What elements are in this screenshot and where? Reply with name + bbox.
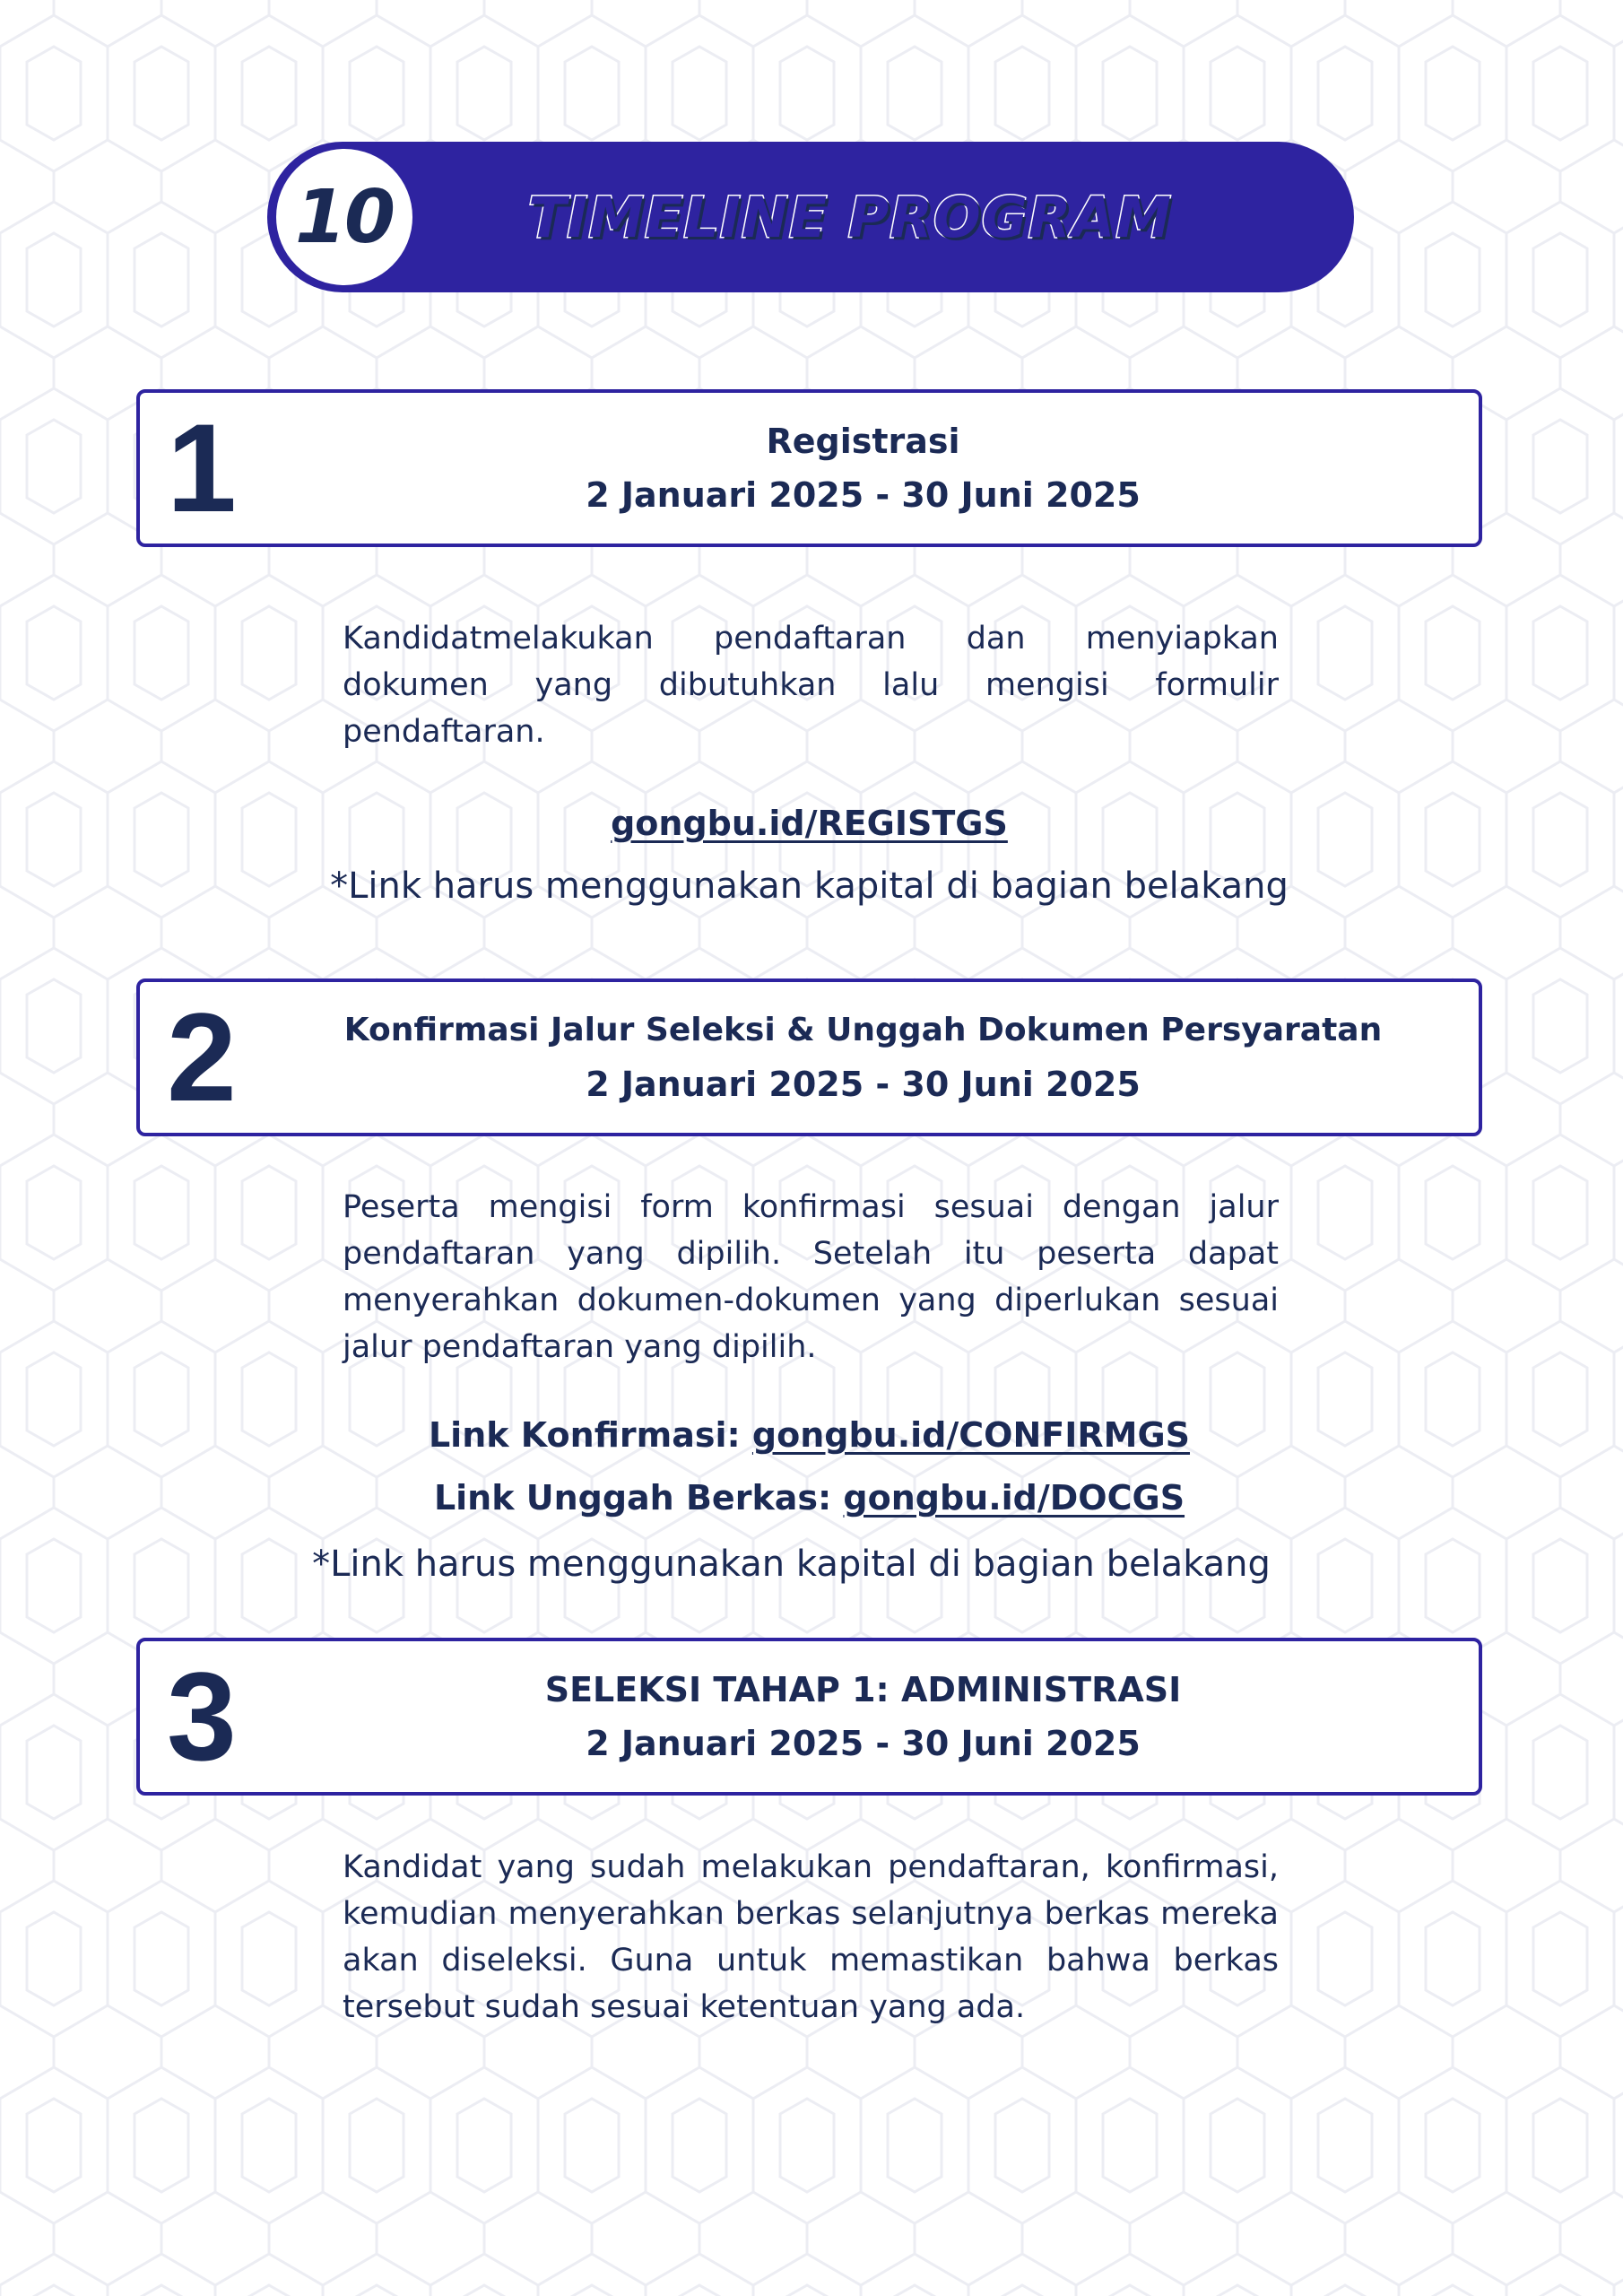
step-2-confirm-link-label: Link Konfirmasi:: [428, 1415, 741, 1455]
section-number-badge: 10: [276, 149, 412, 285]
step-1-register-link[interactable]: gongbu.id/REGISTGS: [611, 804, 1008, 843]
step-2-box: [136, 978, 1482, 1136]
step-1-number: 1: [167, 397, 237, 538]
step-2-number: 2: [167, 987, 237, 1127]
step-1-title: Registrasi: [766, 422, 960, 461]
step-2-confirm-link[interactable]: gongbu.id/CONFIRMGS: [751, 1415, 1191, 1455]
step-3-heading: [247, 1641, 1479, 1792]
step-1-link-line: [136, 796, 1482, 850]
step-1-date: 2 Januari 2025 - 30 Juni 2025: [586, 475, 1141, 515]
step-2-date: 2 Januari 2025 - 30 Juni 2025: [586, 1065, 1141, 1104]
step-2-upload-link-label: Link Unggah Berkas:: [433, 1478, 832, 1518]
step-3-date: 2 Januari 2025 - 30 Juni 2025: [586, 1724, 1141, 1763]
section-title: TIMELINE PROGRAM: [528, 184, 1173, 250]
step-2-upload-link-line: [136, 1471, 1482, 1525]
step-1-box: [136, 389, 1482, 547]
step-3-number: 3: [167, 1646, 237, 1787]
step-2-confirm-link-line: [136, 1408, 1482, 1462]
step-2-link-note: *Link harus menggunakan kapital di bagian belakang: [312, 1544, 1271, 1585]
step-2-description: Peserta mengisi form konfirmasi sesuai dengan jalur pendaftaran yang dipilih. Setelah itu peserta dapat menyerahkan dokumen-dokumen yang diperlukan sesuai jalur pendaftaran yang dipilih.: [343, 1189, 1279, 1365]
step-3-box: [136, 1638, 1482, 1796]
step-3-title: SELEKSI TAHAP 1: ADMINISTRASI: [544, 1670, 1182, 1709]
step-2-title: Konfirmasi Jalur Seleksi & Unggah Dokumen Persyaratan: [343, 1012, 1383, 1048]
step-1-link-note: *Link harus menggunakan kapital di bagian belakang: [330, 865, 1289, 907]
step-2-heading: [247, 982, 1479, 1133]
step-2-upload-link[interactable]: gongbu.id/DOCGS: [843, 1478, 1185, 1518]
section-header-banner: [267, 142, 1354, 292]
step-3-description: Kandidat yang sudah melakukan pendaftaran, konfirmasi, kemudian menyerahkan berkas selanjutnya berkas mereka akan diseleksi. Guna untuk memastikan bahwa berkas tersebut sudah sesuai ketentuan yang ada.: [343, 1849, 1279, 2025]
step-1-heading: [247, 393, 1479, 544]
step-1-description: Kandidatmelakukan pendaftaran dan menyiapkan dokumen yang dibutuhkan lalu mengisi formulir pendaftaran.: [343, 621, 1279, 750]
